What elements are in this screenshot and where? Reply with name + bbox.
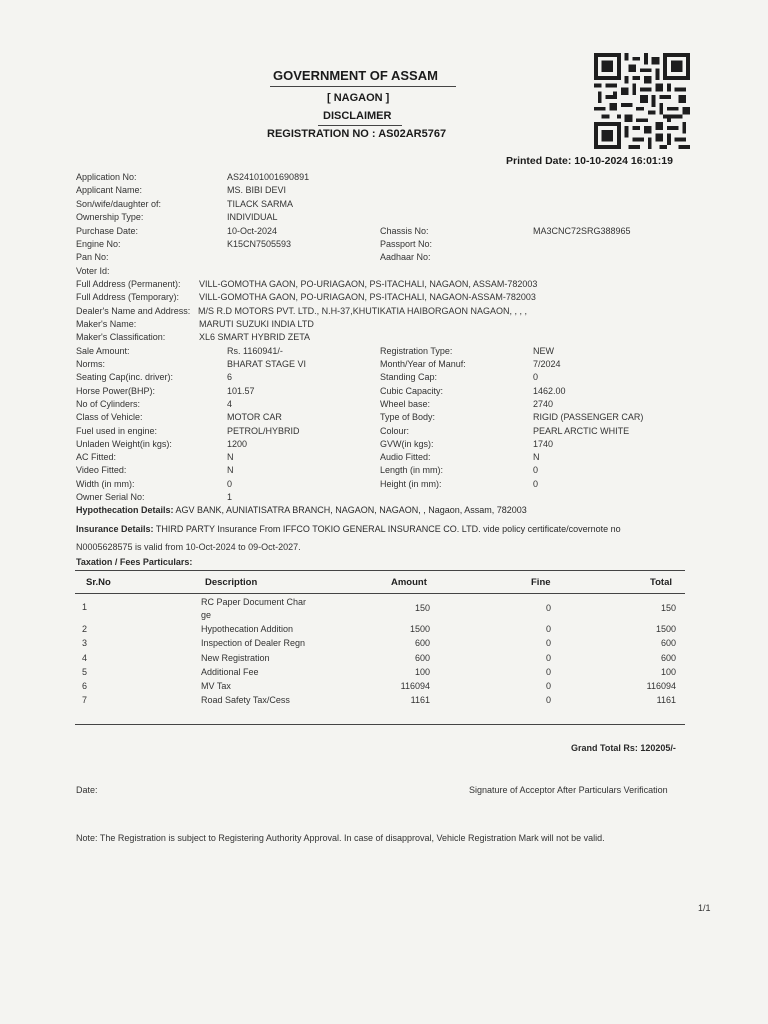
maker-label: Maker's Name: — [76, 319, 137, 329]
row-description: Inspection of Dealer Regn — [201, 638, 306, 648]
page-number: 1/1 — [698, 903, 711, 913]
voter-label: Voter Id: — [76, 266, 110, 276]
purchase-date-value: 10-Oct-2024 — [227, 226, 278, 236]
son-wife-value: TILACK SARMA — [227, 199, 294, 209]
applicant-name-label: Applicant Name: — [76, 185, 143, 195]
taxation-title: Taxation / Fees Particulars: — [76, 557, 193, 567]
insurance-validity: N0005628575 is valid from 10-Oct-2024 to 09-Oct-2027. — [76, 542, 301, 552]
application-no-value: AS24101001690891 — [227, 172, 310, 182]
address-temporary-label: Full Address (Temporary): — [76, 292, 180, 302]
cylinders-label: No of Cylinders: — [76, 399, 141, 409]
row-description: MV Tax — [201, 681, 231, 691]
row-fine: 0 — [546, 653, 552, 663]
body-type-label: Type of Body: — [380, 412, 436, 422]
height-label: Height (in mm): — [380, 479, 442, 489]
row-amount: 1500 — [409, 624, 430, 634]
purchase-date-label: Purchase Date: — [76, 226, 139, 236]
qr-code-icon — [594, 53, 690, 149]
month-year-value: 7/2024 — [533, 359, 561, 369]
disclaimer-label: DISCLAIMER — [323, 110, 392, 122]
width-label: Width (in mm): — [76, 479, 135, 489]
address-permanent-label: Full Address (Permanent): — [76, 279, 181, 289]
sale-amount-value: Rs. 1160941/- — [227, 346, 283, 356]
wheelbase-value: 2740 — [533, 399, 554, 409]
standing-value: 0 — [533, 372, 539, 382]
cc-value: 1462.00 — [533, 386, 566, 396]
vehicle-class-value: MOTOR CAR — [227, 412, 282, 422]
row-total: 100 — [660, 667, 676, 677]
registration-note: Note: The Registration is subject to Registering Authority Approval. In case of disapproval, Vehicle Registration Mark will not be valid. — [76, 833, 605, 843]
unladen-value: 1200 — [227, 439, 248, 449]
table-header-rule — [75, 593, 685, 594]
dealer-label: Dealer's Name and Address: — [76, 306, 191, 316]
passport-label: Passport No: — [380, 239, 433, 249]
row-description: RC Paper Document Char — [201, 597, 307, 607]
standing-label: Standing Cap: — [380, 372, 438, 382]
width-value: 0 — [227, 479, 233, 489]
district-label: [ NAGAON ] — [327, 92, 390, 104]
sale-amount-label: Sale Amount: — [76, 346, 130, 356]
aadhaar-label: Aadhaar No: — [380, 252, 431, 262]
seating-value: 6 — [227, 372, 233, 382]
hp-value: 101.57 — [227, 386, 255, 396]
row-fine: 0 — [546, 603, 552, 613]
ownership-label: Ownership Type: — [76, 212, 144, 222]
table-row: 6 — [82, 681, 88, 691]
insurance-label: Insurance Details: — [76, 524, 154, 534]
length-value: 0 — [533, 465, 539, 475]
table-bottom-rule — [75, 724, 685, 725]
vehicle-class-label: Class of Vehicle: — [76, 412, 143, 422]
reg-type-label: Registration Type: — [380, 346, 453, 356]
reg-type-value: NEW — [533, 346, 554, 356]
row-total: 1161 — [656, 695, 676, 705]
table-top-rule — [75, 570, 685, 571]
title-underline — [270, 86, 456, 87]
fuel-label: Fuel used in engine: — [76, 426, 158, 436]
signature-label: Signature of Acceptor After Particulars Verification — [469, 785, 668, 795]
owner-serial-label: Owner Serial No: — [76, 492, 145, 502]
table-row: 4 — [82, 653, 88, 663]
row-total: 150 — [660, 603, 676, 613]
dealer-value: M/S R.D MOTORS PVT. LTD., N.H-37,KHUTIKATIA HAIBORGAON NAGAON, , , , — [198, 306, 528, 316]
table-row: 7 — [82, 695, 88, 705]
engine-label: Engine No: — [76, 239, 121, 249]
norms-value: BHARAT STAGE VI — [227, 359, 307, 369]
ac-label: AC Fitted: — [76, 452, 117, 462]
row-description: Hypothecation Addition — [201, 624, 294, 634]
printed-date: Printed Date: 10-10-2024 16:01:19 — [506, 155, 673, 167]
gvw-value: 1740 — [533, 439, 554, 449]
row-fine: 0 — [546, 681, 552, 691]
row-amount: 150 — [414, 603, 430, 613]
row-total: 600 — [660, 653, 676, 663]
row-amount: 1161 — [410, 695, 430, 705]
disclaimer-underline — [318, 125, 402, 126]
row-amount: 600 — [414, 653, 430, 663]
grand-total: Grand Total Rs: 120205/- — [571, 743, 676, 753]
seating-label: Seating Cap(inc. driver): — [76, 372, 174, 382]
ac-value: N — [227, 452, 234, 462]
cc-label: Cubic Capacity: — [380, 386, 444, 396]
fuel-value: PETROL/HYBRID — [227, 426, 300, 436]
ownership-value: INDIVIDUAL — [227, 212, 278, 222]
insurance-value: THIRD PARTY Insurance From IFFCO TOKIO GENERAL INSURANCE CO. LTD. vide policy certificate/covernote no — [155, 524, 621, 534]
unladen-label: Unladen Weight(in kgs): — [76, 439, 172, 449]
table-row: 5 — [82, 667, 88, 677]
row-total: 116094 — [646, 681, 676, 691]
row-description: Additional Fee — [201, 667, 259, 677]
chassis-label: Chassis No: — [380, 226, 429, 236]
date-label: Date: — [76, 785, 98, 795]
row-total: 600 — [660, 638, 676, 648]
address-permanent-value: VILL-GOMOTHA GAON, PO-URIAGAON, PS-ITACHALI, NAGAON, ASSAM-782003 — [199, 279, 538, 289]
maker-value: MARUTI SUZUKI INDIA LTD — [199, 319, 314, 329]
row-amount: 116094 — [400, 681, 430, 691]
government-title: GOVERNMENT OF ASSAM — [273, 68, 438, 83]
row-fine: 0 — [546, 638, 552, 648]
table-row: 1 — [82, 602, 88, 612]
row-description: Road Safety Tax/Cess — [201, 695, 290, 705]
audio-value: N — [533, 452, 540, 462]
son-wife-label: Son/wife/daughter of: — [76, 199, 162, 209]
gvw-label: GVW(in kgs): — [380, 439, 434, 449]
audio-label: Audio Fitted: — [380, 452, 431, 462]
header-srno: Sr.No — [86, 577, 111, 588]
wheelbase-label: Wheel base: — [380, 399, 431, 409]
hypothecation-label: Hypothecation Details: — [76, 505, 174, 515]
body-type-value: RIGID (PASSENGER CAR) — [533, 412, 644, 422]
pan-label: Pan No: — [76, 252, 109, 262]
hypothecation-value: AGV BANK, AUNIATISATRA BRANCH, NAGAON, NAGAON, , Nagaon, Assam, 782003 — [175, 505, 527, 515]
row-fine: 0 — [546, 624, 552, 634]
hp-label: Horse Power(BHP): — [76, 386, 156, 396]
applicant-name-value: MS. BIBI DEVI — [227, 185, 287, 195]
norms-label: Norms: — [76, 359, 105, 369]
header-description: Description — [205, 577, 258, 588]
row-fine: 0 — [546, 667, 552, 677]
header-amount: Amount — [391, 577, 427, 588]
address-temporary-value: VILL-GOMOTHA GAON, PO-URIAGAON, PS-ITACHALI, NAGAON-ASSAM-782003 — [199, 292, 536, 302]
table-row: 2 — [82, 624, 88, 634]
header-total: Total — [650, 577, 672, 588]
video-label: Video Fitted: — [76, 465, 127, 475]
row-description-cont: ge — [201, 610, 212, 620]
video-value: N — [227, 465, 234, 475]
row-total: 1500 — [655, 624, 676, 634]
maker-class-label: Maker's Classification: — [76, 332, 166, 342]
engine-value: K15CN7505593 — [227, 239, 292, 249]
header-fine: Fine — [531, 577, 551, 588]
height-value: 0 — [533, 479, 539, 489]
cylinders-value: 4 — [227, 399, 233, 409]
insurance-line — [76, 524, 621, 534]
registration-number: REGISTRATION NO : AS02AR5767 — [267, 128, 447, 140]
chassis-value: MA3CNC72SRG388965 — [533, 226, 631, 236]
table-row: 3 — [82, 638, 88, 648]
maker-class-value: XL6 SMART HYBRID ZETA — [199, 332, 311, 342]
length-label: Length (in mm): — [380, 465, 444, 475]
colour-value: PEARL ARCTIC WHITE — [533, 426, 630, 436]
month-year-label: Month/Year of Manuf: — [380, 359, 466, 369]
row-amount: 100 — [414, 667, 430, 677]
owner-serial-value: 1 — [227, 492, 233, 502]
row-description: New Registration — [201, 653, 270, 663]
application-no-label: Application No: — [76, 172, 137, 182]
hypothecation-line — [76, 505, 527, 515]
colour-label: Colour: — [380, 426, 410, 436]
row-fine: 0 — [546, 695, 552, 705]
row-amount: 600 — [414, 638, 430, 648]
